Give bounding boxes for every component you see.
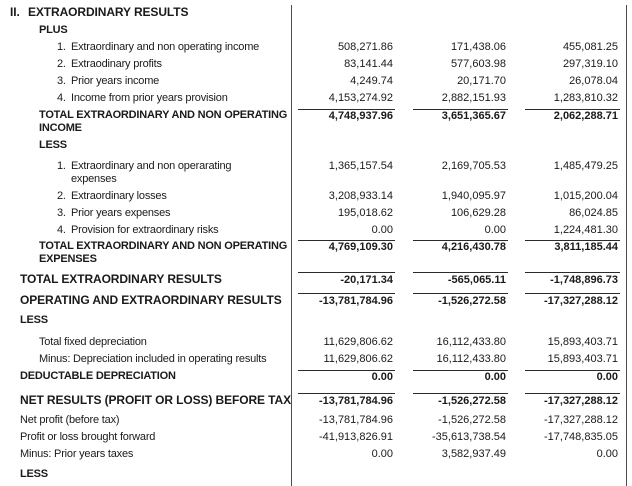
amount-cell-col3: -1,748,896.73 (525, 272, 620, 288)
row-income-from-prior-years-provision (0, 92, 632, 105)
row-label-text: DEDUCTABLE DEPRECIATION (20, 370, 176, 382)
amount-cell-col2: 171,438.06 (450, 41, 506, 53)
item-number: II. (10, 5, 20, 19)
item-number: 3. (57, 75, 66, 87)
row-label-text: Minus: Prior years taxes (20, 448, 134, 460)
amount-cell-col2: -1,526,272.58 (413, 393, 508, 409)
row-deductable-depreciation (0, 370, 632, 384)
row-label (0, 5, 291, 20)
row-extraordinary-and-non-operarating-expenses (0, 160, 632, 186)
amount-cell-col3: -17,748,835.05 (543, 431, 618, 443)
amount-cell-col2: 577,603.98 (450, 58, 506, 70)
row-label-text: Provision for extraordinary risks (71, 224, 219, 236)
financial-statement-extraordinary-results (0, 5, 632, 486)
amount-cell-col1: 508,271.86 (337, 41, 393, 53)
amount-cell-col2: 0.00 (484, 224, 506, 236)
row-label (0, 468, 291, 481)
row-label (0, 240, 291, 266)
row-label (0, 448, 291, 461)
row-total-extraordinary-and-non-operating-expenses (0, 240, 632, 266)
row-extraordinary-and-non-operating-income (0, 41, 632, 54)
amount-cell-col1: -41,913,826.91 (318, 431, 393, 443)
row-label (0, 190, 291, 203)
item-number: 2. (57, 190, 66, 202)
amount-cell-col3: -17,327,288.12 (543, 414, 618, 426)
row-profit-or-loss-brought-forward (0, 431, 632, 444)
amount-cell-col2: 106,629.28 (450, 207, 506, 219)
amount-cell-col1: 0.00 (371, 448, 393, 460)
amount-cell-col1: 0.00 (298, 370, 395, 384)
amount-cell-col2: -1,526,272.58 (413, 293, 508, 309)
row-label-text: expenses (71, 173, 117, 185)
amount-cell-col3: 26,078.04 (569, 75, 618, 87)
row-label (0, 336, 291, 349)
row-label (0, 41, 291, 54)
row-label (0, 75, 291, 88)
less-heading-2 (0, 314, 632, 327)
amount-cell-col1: 195,018.62 (337, 207, 393, 219)
row-total-extraordinary-and-non-operating-income (0, 109, 632, 135)
row-prior-years-income (0, 75, 632, 88)
amount-cell-col2: 20,171.70 (457, 75, 506, 87)
amount-cell-col1: -13,781,784.96 (318, 414, 393, 426)
amount-cell-col3: 0.00 (525, 370, 620, 384)
amount-cell-col2: -1,526,272.58 (438, 414, 506, 426)
amount-cell-col2: 1,940,095.97 (441, 190, 506, 202)
amount-cell-col1: 4,748,937.96 (298, 109, 395, 123)
amount-cell-col1: 1,365,157.54 (328, 160, 393, 172)
row-total-extraordinary-results (0, 272, 632, 288)
row-label-text: Extraordinary and non operarating (71, 160, 232, 172)
row-operating-and-extraordinary-results (0, 293, 632, 309)
row-label-text: LESS (20, 468, 48, 480)
row-label-text: NET RESULTS (PROFIT OR LOSS) BEFORE TAX (20, 393, 291, 407)
amount-cell-col1: 11,629,806.62 (323, 336, 393, 348)
row-label-text: Extraordinary losses (71, 190, 167, 202)
amount-cell-col1: -13,781,784.96 (298, 293, 395, 309)
less-heading-3 (0, 468, 632, 481)
row-label-text: Net profit (before tax) (20, 414, 120, 426)
row-label (0, 293, 291, 308)
row-label-text: Prior years income (71, 75, 160, 87)
row-label (0, 393, 291, 408)
amount-cell-col3: 15,893,403.71 (547, 336, 618, 348)
amount-cell-col1: 83,141.44 (344, 58, 393, 70)
amount-cell-col3: 1,224,481.30 (553, 224, 618, 236)
item-number: 2. (57, 58, 66, 70)
row-label-text: Extraodinary profits (71, 58, 162, 70)
amount-cell-col3: 1,485,479.25 (553, 160, 618, 172)
amount-cell-col2: 2,169,705.53 (441, 160, 506, 172)
amount-cell-col2: -35,613,738.54 (431, 431, 506, 443)
row-label (0, 109, 291, 135)
amount-cell-col3: -17,327,288.12 (525, 393, 620, 409)
right-edge-divider (626, 5, 627, 486)
amount-cell-col3: 0.00 (596, 448, 618, 460)
row-label-text: Minus: Depreciation included in operating results (39, 353, 267, 365)
row-label-text: Income from prior years provision (71, 92, 228, 104)
amount-cell-col2: -565,065.11 (413, 272, 508, 288)
amount-cell-col1: 0.00 (371, 224, 393, 236)
row-net-results-before-tax (0, 393, 632, 409)
item-number: 3. (57, 207, 66, 219)
amount-cell-col2: 4,216,430.78 (413, 240, 508, 254)
amount-cell-col2: 0.00 (413, 370, 508, 384)
amount-cell-col1: -13,781,784.96 (298, 393, 395, 409)
row-label-text: TOTAL EXTRAORDINARY AND NON OPERATING (39, 109, 288, 121)
row-label-text: INCOME (39, 122, 82, 134)
amount-cell-col3: -17,327,288.12 (525, 293, 620, 309)
row-total-fixed-depreciation (0, 336, 632, 349)
row-label (0, 272, 291, 287)
row-label-text: TOTAL EXTRAORDINARY AND NON OPERATING (39, 240, 288, 252)
row-label-text: TOTAL EXTRAORDINARY RESULTS (20, 272, 222, 286)
amount-cell-col1: 4,249.74 (350, 75, 393, 87)
row-prior-years-expenses (0, 207, 632, 220)
less-heading-1 (0, 139, 632, 152)
row-label-text: Prior years expenses (71, 207, 171, 219)
amount-cell-col2: 16,112,433.80 (436, 336, 506, 348)
row-minus-prior-years-taxes (0, 448, 632, 461)
amount-cell-col3: 297,319.10 (562, 58, 618, 70)
amount-cell-col3: 3,811,185.44 (525, 240, 620, 254)
row-label-text: Extraordinary and non operating income (71, 41, 260, 53)
amount-cell-col3: 15,893,403.71 (547, 353, 618, 365)
amount-cell-col2: 3,582,937.49 (441, 448, 506, 460)
amount-cell-col3: 2,062,288.71 (525, 109, 620, 123)
row-label (0, 224, 291, 237)
row-label (0, 24, 291, 37)
amount-cell-col2: 3,651,365.67 (413, 109, 508, 123)
amount-cell-col2: 16,112,433.80 (436, 353, 506, 365)
item-number: 4. (57, 92, 66, 104)
amount-cell-col1: 11,629,806.62 (323, 353, 393, 365)
amount-cell-col2: 2,882,151.93 (441, 92, 506, 104)
row-label-text: PLUS (39, 24, 68, 36)
item-number: 1. (57, 41, 66, 53)
row-label-text: EXTRAORDINARY RESULTS (28, 5, 189, 19)
section-heading-extraordinary-results (0, 5, 632, 20)
amount-cell-col3: 1,283,810.32 (553, 92, 618, 104)
label-column-divider (291, 5, 292, 486)
plus-heading (0, 24, 632, 37)
row-minus-depreciation-included-in-operating-results (0, 353, 632, 366)
amount-cell-col1: 4,769,109.30 (298, 240, 395, 254)
row-label (0, 314, 291, 327)
amount-cell-col1: -20,171.34 (298, 272, 395, 288)
row-label (0, 353, 291, 366)
amount-cell-col3: 86,024.85 (569, 207, 618, 219)
amount-cell-col3: 455,081.25 (562, 41, 618, 53)
row-label (0, 207, 291, 220)
amount-cell-col3: 1,015,200.04 (553, 190, 618, 202)
row-label (0, 431, 291, 444)
row-label-text: LESS (39, 139, 67, 151)
statement-rows (0, 5, 632, 481)
row-label (0, 92, 291, 105)
row-label-text: OPERATING AND EXTRAORDINARY RESULTS (20, 293, 282, 307)
row-net-profit-before-tax (0, 414, 632, 427)
row-label-text: EXPENSES (39, 253, 97, 265)
item-number: 4. (57, 224, 66, 236)
row-label (0, 414, 291, 427)
item-number: 1. (57, 160, 66, 172)
row-label-text: Total fixed depreciation (39, 336, 147, 348)
amount-cell-col1: 4,153,274.92 (328, 92, 393, 104)
row-extraodinary-profits (0, 58, 632, 71)
row-label-text: LESS (20, 314, 48, 326)
amount-cell-col1: 3,208,933.14 (328, 190, 393, 202)
row-label (0, 160, 291, 186)
row-provision-for-extraordinary-risks (0, 224, 632, 237)
row-label (0, 58, 291, 71)
row-extraordinary-losses (0, 190, 632, 203)
row-label (0, 139, 291, 152)
row-label (0, 370, 291, 383)
row-label-text: Profit or loss brought forward (20, 431, 156, 443)
